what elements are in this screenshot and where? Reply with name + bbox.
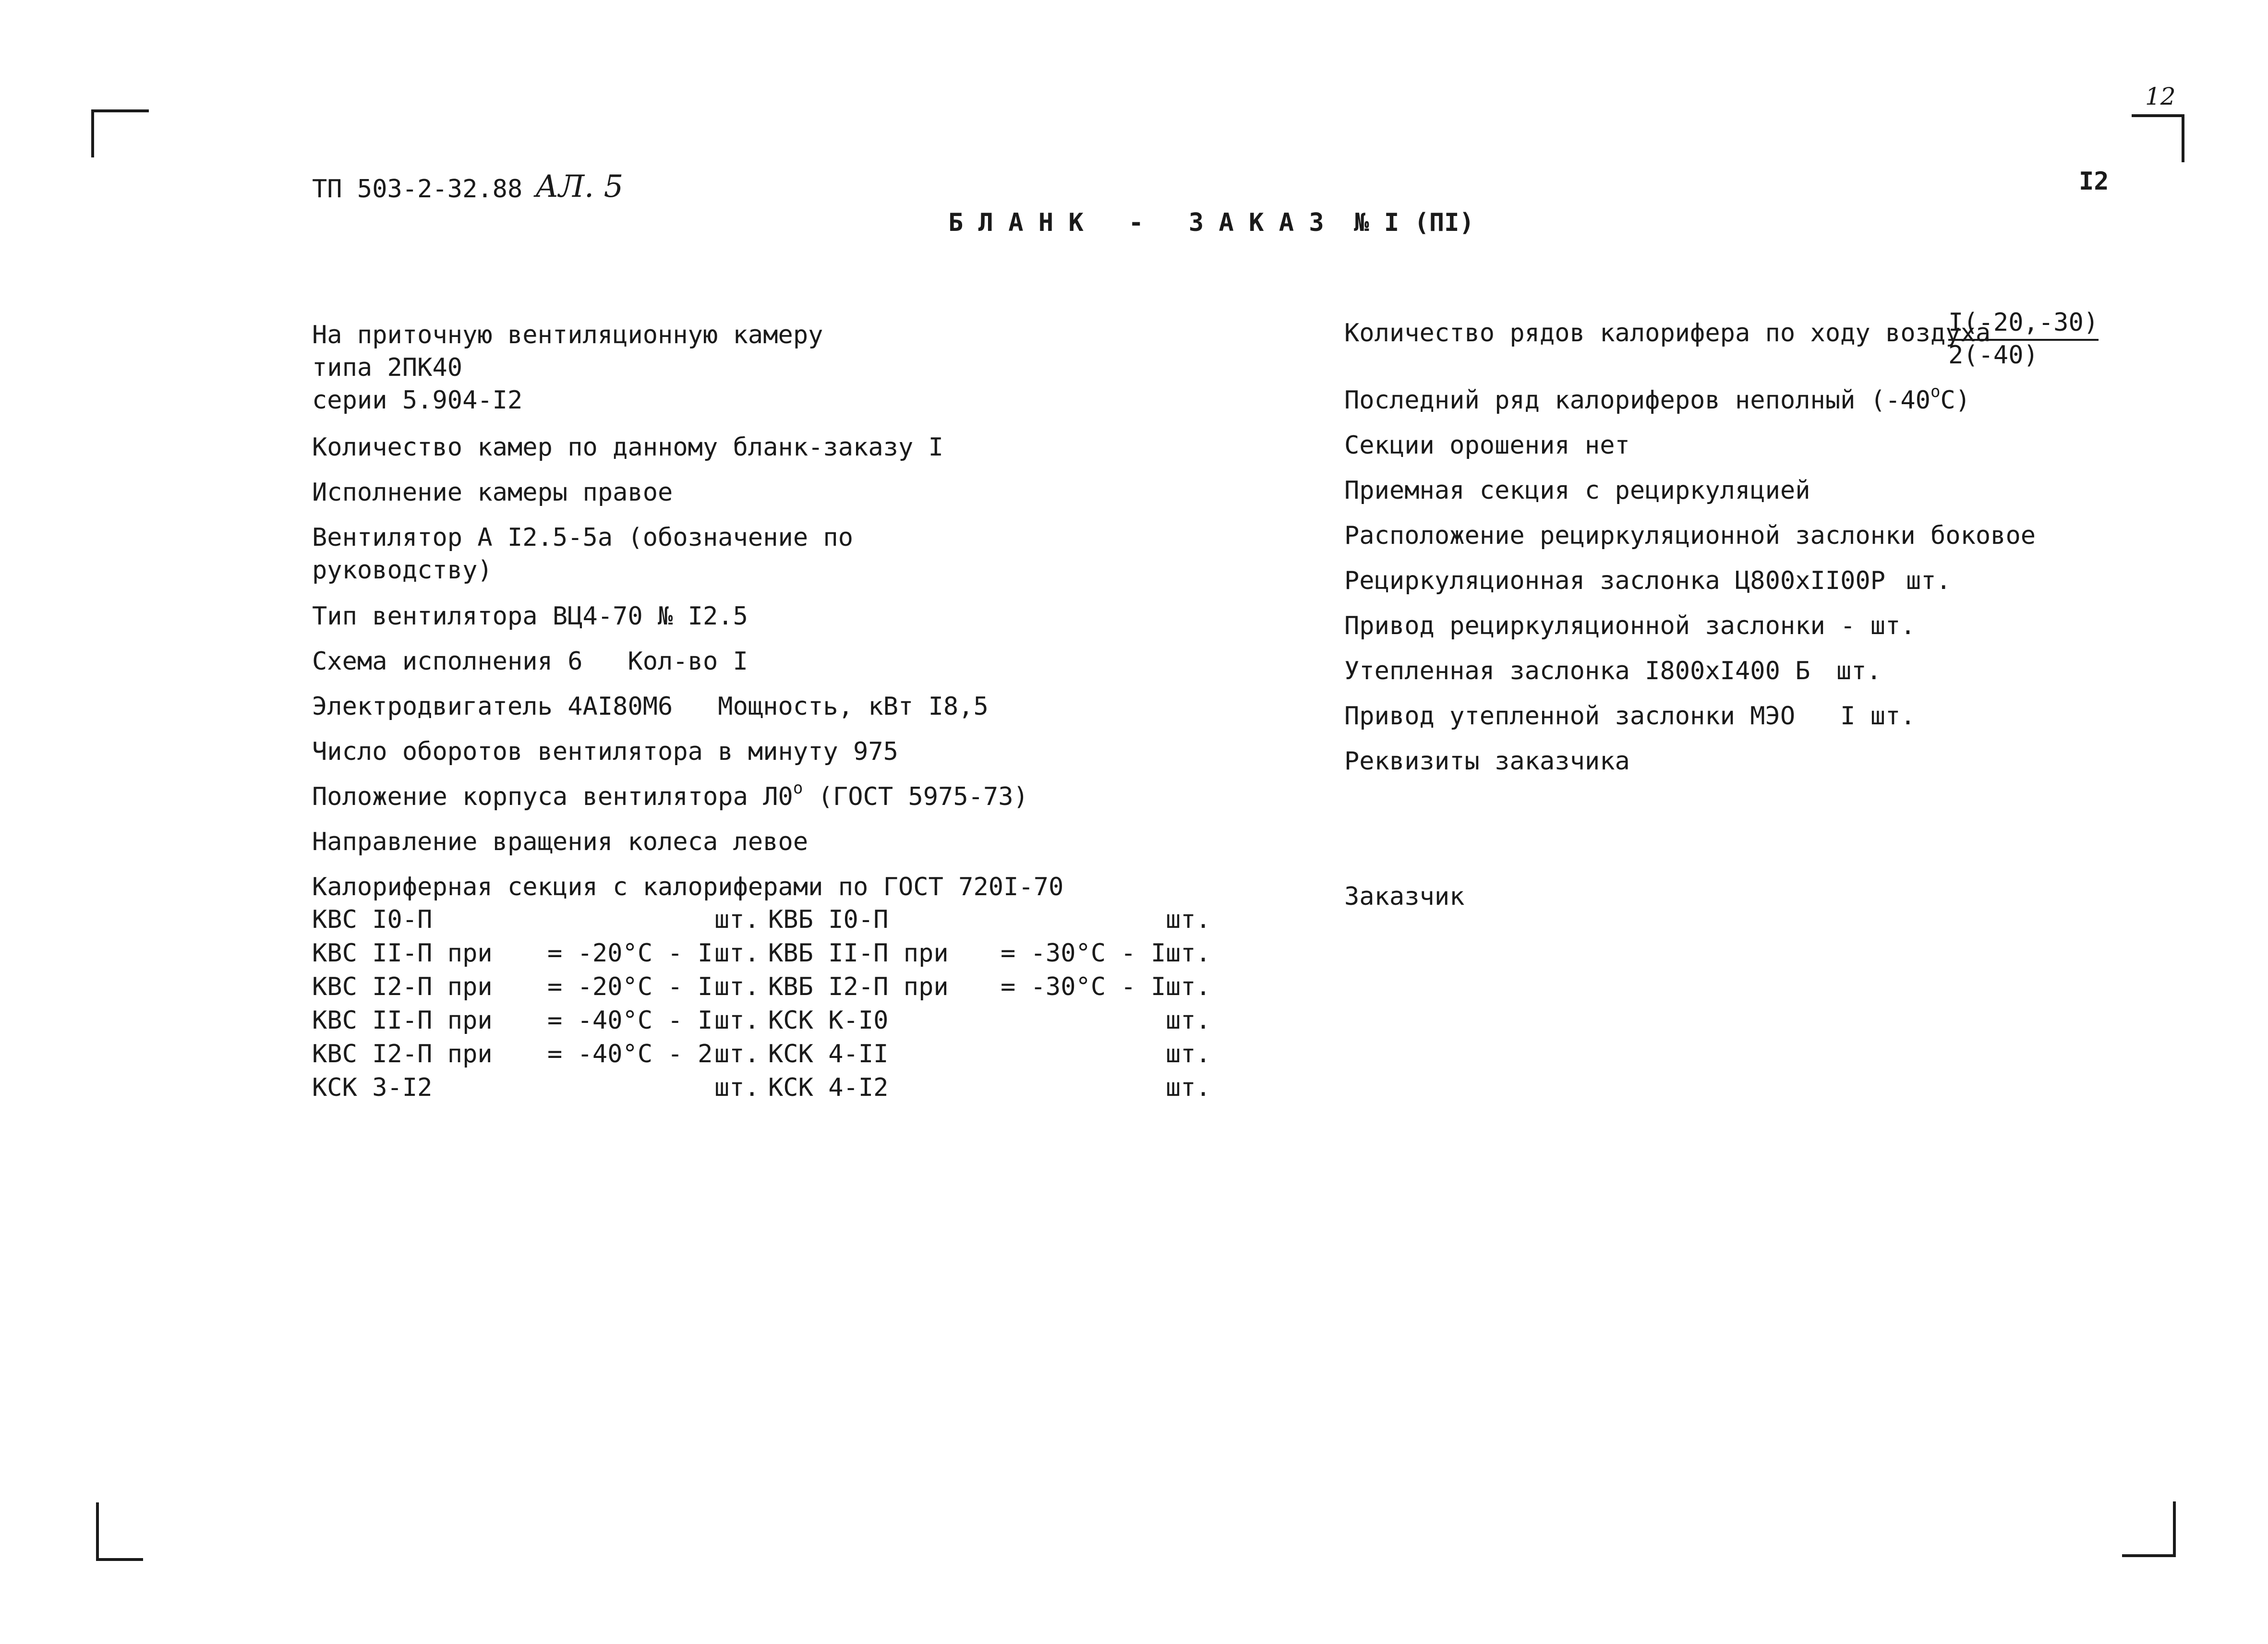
- degree-symbol: o: [1930, 382, 1941, 401]
- left-heater-unit: шт.: [714, 939, 760, 968]
- customer-label: Заказчик: [1344, 882, 1465, 911]
- rotation-direction: Направление вращения колеса левое: [312, 828, 808, 856]
- fan-line-1: Вентилятор А I2.5-5а (обозначение по: [312, 523, 854, 552]
- left-heater-name: КВС I0-П: [312, 905, 433, 934]
- corner-mark-bottom-right-h: [2122, 1554, 2176, 1557]
- left-heater-cond: = -40°C - I: [547, 1006, 713, 1035]
- scheme: Схема исполнения 6 Кол-во I: [312, 647, 748, 676]
- customer-details: Реквизиты заказчика: [1344, 747, 1630, 776]
- insulated-damper: Утепленная заслонка I800хI400 Б: [1344, 657, 1810, 685]
- corner-mark-top-right-v: [2182, 114, 2184, 162]
- heater-rows-numerator: I(-20,-30): [1948, 307, 2099, 341]
- left-heater-name: КВС II-П при: [312, 939, 493, 968]
- page-number: I2: [2079, 167, 2109, 196]
- fan-line-2: руководству): [312, 556, 493, 585]
- last-row-unit: C): [1940, 386, 1971, 415]
- fan-position-standard: (ГОСТ 5975-73): [803, 782, 1028, 811]
- insulated-drive: Привод утепленной заслонки МЭО I шт.: [1344, 702, 1916, 731]
- fan-position-text: Положение корпуса вентилятора Л0: [312, 782, 793, 811]
- degree-symbol: o: [793, 779, 803, 798]
- doc-code: ТП 503-2-32.88: [312, 175, 523, 204]
- page-number-handwritten: 12: [2145, 83, 2176, 110]
- right-heater-name: КВБ II-П при: [768, 939, 949, 968]
- left-heater-unit: шт.: [714, 905, 760, 934]
- album-number: АЛ. 5: [535, 169, 624, 204]
- last-row: [1344, 382, 1971, 416]
- right-heater-name: КВБ I0-П: [768, 905, 889, 934]
- corner-mark-top-left-v: [91, 109, 94, 157]
- recirc-drive: Привод рециркуляционной заслонки - шт.: [1344, 612, 1916, 640]
- heater-rows-label: Количество рядов калорифера по ходу воздуха: [1344, 319, 1991, 348]
- fan-position: [312, 781, 1028, 812]
- left-heater-cond: = -20°C - I: [547, 939, 713, 968]
- left-heater-name: КСК 3-I2: [312, 1073, 433, 1102]
- right-heater-unit: шт.: [1166, 1040, 1211, 1068]
- page-title: Б Л А Н К - З А К А З № I (ПI): [948, 208, 1474, 237]
- camera-execution: Исполнение камеры правое: [312, 478, 673, 507]
- corner-mark-bottom-left-h: [96, 1558, 143, 1561]
- qty-cameras: Количество камер по данному бланк-заказу I: [312, 433, 943, 462]
- right-heater-unit: шт.: [1166, 939, 1211, 968]
- right-heater-name: КСК 4-II: [768, 1040, 889, 1068]
- corner-mark-bottom-right-v: [2173, 1501, 2176, 1557]
- intro-line-2: типа 2ПК40: [312, 353, 463, 382]
- left-heater-name: КВС II-П при: [312, 1006, 493, 1035]
- right-heater-unit: шт.: [1166, 972, 1211, 1001]
- damper-location: Расположение рециркуляционной заслонки боковое: [1344, 521, 2036, 550]
- right-heater-cond: = -30°C - I: [1001, 939, 1166, 968]
- intake-section: Приемная секция с рециркуляцией: [1344, 476, 1810, 505]
- intro-line-3: серии 5.904-I2: [312, 386, 523, 415]
- corner-mark-top-left-h: [91, 109, 149, 112]
- left-heater-cond: = -40°C - 2: [547, 1040, 713, 1068]
- insulated-damper-unit: шт.: [1836, 657, 1882, 685]
- right-heater-name: КСК К-I0: [768, 1006, 889, 1035]
- left-heater-name: КВС I2-П при: [312, 972, 493, 1001]
- left-heater-unit: шт.: [714, 1006, 760, 1035]
- left-heater-name: КВС I2-П при: [312, 1040, 493, 1068]
- left-heater-unit: шт.: [714, 972, 760, 1001]
- right-heater-unit: шт.: [1166, 905, 1211, 934]
- recirc-damper-unit: шт.: [1906, 566, 1951, 595]
- motor: Электродвигатель 4АI80М6 Мощность, кВт I8,5: [312, 692, 989, 721]
- irrigation-sections: Секции орошения нет: [1344, 431, 1630, 460]
- left-heater-unit: шт.: [714, 1073, 760, 1102]
- right-heater-name: КСК 4-I2: [768, 1073, 889, 1102]
- fan-rpm: Число оборотов вентилятора в минуту 975: [312, 737, 898, 766]
- left-heater-cond: = -20°C - I: [547, 972, 713, 1001]
- heater-rows-denominator: 2(-40): [1948, 341, 2039, 370]
- right-heater-unit: шт.: [1166, 1006, 1211, 1035]
- heater-section: Калориферная секция с калориферами по ГОСТ 720I-70: [312, 873, 1064, 901]
- right-heater-unit: шт.: [1166, 1073, 1211, 1102]
- recirc-damper: Рециркуляционная заслонка Ц800хII00Р: [1344, 566, 1886, 595]
- corner-mark-bottom-left-v: [96, 1502, 99, 1561]
- right-heater-cond: = -30°C - I: [1001, 972, 1166, 1001]
- right-heater-name: КВБ I2-П при: [768, 972, 949, 1001]
- intro-line-1: На приточную вентиляционную камеру: [312, 321, 823, 349]
- fan-type: Тип вентилятора ВЦ4-70 № I2.5: [312, 602, 748, 631]
- last-row-text: Последний ряд калориферов неполный (-40: [1344, 386, 1930, 415]
- left-heater-unit: шт.: [714, 1040, 760, 1068]
- corner-mark-top-right-h: [2132, 114, 2184, 117]
